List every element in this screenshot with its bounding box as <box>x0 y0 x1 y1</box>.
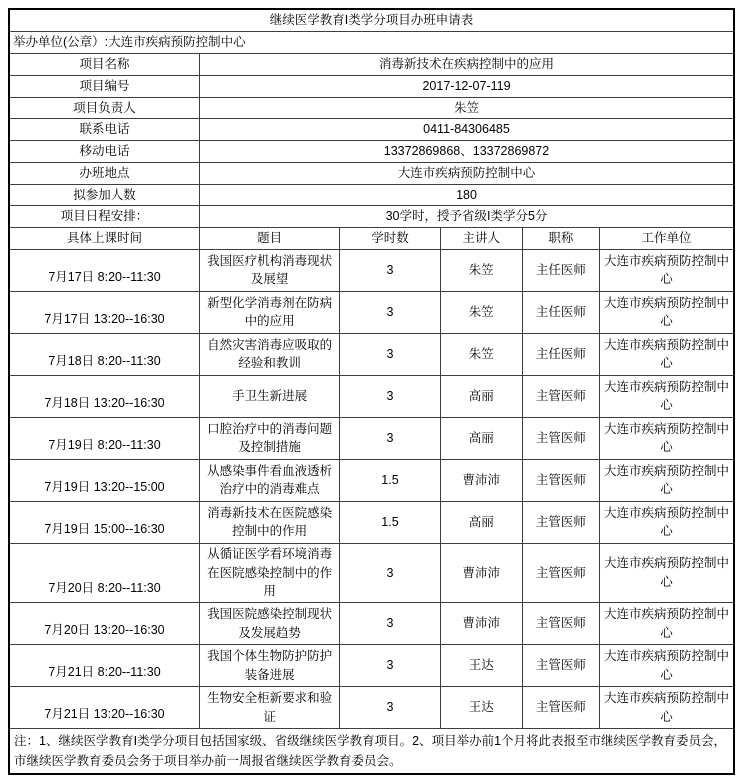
info-label-cell: 项目日程安排： <box>9 206 200 228</box>
schedule-speaker-cell: 朱笠 <box>440 333 522 375</box>
info-row <box>9 206 734 228</box>
schedule-header-row <box>9 228 734 250</box>
info-row <box>9 119 734 141</box>
schedule-speaker-cell: 朱笠 <box>440 291 522 333</box>
schedule-topic-cell: 手卫生新进展 <box>200 375 340 417</box>
schedule-rank-cell: 主任医师 <box>522 291 599 333</box>
schedule-time-cell: 7月21日 8:20--11:30 <box>9 645 200 687</box>
info-value-cell: 大连市疾病预防控制中心 <box>200 162 735 184</box>
schedule-rank-cell: 主管医师 <box>522 417 599 459</box>
schedule-time-cell: 7月20日 13:20--16:30 <box>9 603 200 645</box>
schedule-rank-cell: 主管医师 <box>522 459 599 501</box>
schedule-time-cell: 7月21日 13:20--16:30 <box>9 687 200 729</box>
schedule-topic-cell: 从循证医学看环境消毒在医院感染控制中的作用 <box>200 543 340 602</box>
info-row <box>9 97 734 119</box>
schedule-unit-cell: 大连市疾病预防控制中心 <box>600 249 734 291</box>
info-row <box>9 141 734 163</box>
info-value-cell: 消毒新技术在疾病控制中的应用 <box>200 54 735 76</box>
credit-project-application-table <box>8 8 735 775</box>
column-header-rank: 职称 <box>522 228 599 250</box>
schedule-hours-cell: 3 <box>340 333 440 375</box>
column-header-hours: 学时数 <box>340 228 440 250</box>
schedule-section <box>9 249 734 728</box>
form-note-section <box>9 729 734 775</box>
schedule-row <box>9 291 734 333</box>
schedule-row <box>9 543 734 602</box>
info-value-cell: 2017-12-07-119 <box>200 75 735 97</box>
schedule-time-cell: 7月19日 13:20--15:00 <box>9 459 200 501</box>
schedule-topic-cell: 口腔治疗中的消毒问题及控制措施 <box>200 417 340 459</box>
schedule-time-cell: 7月17日 8:20--11:30 <box>9 249 200 291</box>
schedule-unit-cell: 大连市疾病预防控制中心 <box>600 543 734 602</box>
organizer-cell: 举办单位(公章）:大连市疾病预防控制中心 <box>9 32 734 54</box>
column-header-topic: 题目 <box>200 228 340 250</box>
project-info-section <box>9 54 734 228</box>
schedule-speaker-cell: 王达 <box>440 645 522 687</box>
schedule-topic-cell: 自然灾害消毒应吸取的经验和教训 <box>200 333 340 375</box>
schedule-topic-cell: 我国医院感染控制现状及发展趋势 <box>200 603 340 645</box>
schedule-topic-cell: 从感染事件看血液透析治疗中的消毒难点 <box>200 459 340 501</box>
info-row <box>9 184 734 206</box>
schedule-speaker-cell: 王达 <box>440 687 522 729</box>
schedule-rank-cell: 主任医师 <box>522 249 599 291</box>
schedule-rank-cell: 主管医师 <box>522 543 599 602</box>
schedule-topic-cell: 消毒新技术在医院感染控制中的作用 <box>200 501 340 543</box>
schedule-speaker-cell: 朱笠 <box>440 249 522 291</box>
schedule-row <box>9 333 734 375</box>
info-label-cell: 办班地点 <box>9 162 200 184</box>
schedule-topic-cell: 新型化学消毒剂在防病中的应用 <box>200 291 340 333</box>
info-label-cell: 项目负责人 <box>9 97 200 119</box>
schedule-rank-cell: 主管医师 <box>522 603 599 645</box>
schedule-unit-cell: 大连市疾病预防控制中心 <box>600 603 734 645</box>
schedule-row <box>9 459 734 501</box>
schedule-unit-cell: 大连市疾病预防控制中心 <box>600 375 734 417</box>
schedule-rank-cell: 主任医师 <box>522 333 599 375</box>
schedule-unit-cell: 大连市疾病预防控制中心 <box>600 333 734 375</box>
schedule-unit-cell: 大连市疾病预防控制中心 <box>600 459 734 501</box>
schedule-topic-cell: 生物安全柜新要求和验证 <box>200 687 340 729</box>
schedule-time-cell: 7月19日 8:20--11:30 <box>9 417 200 459</box>
schedule-hours-cell: 1.5 <box>340 459 440 501</box>
schedule-topic-cell: 我国医疗机构消毒现状及展望 <box>200 249 340 291</box>
schedule-hours-cell: 3 <box>340 687 440 729</box>
schedule-hours-cell: 3 <box>340 291 440 333</box>
schedule-speaker-cell: 曹沛沛 <box>440 543 522 602</box>
schedule-hours-cell: 3 <box>340 645 440 687</box>
schedule-unit-cell: 大连市疾病预防控制中心 <box>600 687 734 729</box>
schedule-speaker-cell: 曹沛沛 <box>440 459 522 501</box>
schedule-speaker-cell: 高丽 <box>440 375 522 417</box>
schedule-row <box>9 249 734 291</box>
schedule-topic-cell: 我国个体生物防护防护装备进展 <box>200 645 340 687</box>
form-top-section <box>9 9 734 54</box>
form-title-row <box>9 9 734 32</box>
info-value-cell: 朱笠 <box>200 97 735 119</box>
schedule-hours-cell: 3 <box>340 603 440 645</box>
schedule-row <box>9 375 734 417</box>
schedule-time-cell: 7月20日 8:20--11:30 <box>9 543 200 602</box>
schedule-header-section <box>9 228 734 250</box>
schedule-speaker-cell: 高丽 <box>440 417 522 459</box>
schedule-hours-cell: 3 <box>340 417 440 459</box>
info-label-cell: 拟参加人数 <box>9 184 200 206</box>
schedule-time-cell: 7月19日 15:00--16:30 <box>9 501 200 543</box>
schedule-rank-cell: 主管医师 <box>522 375 599 417</box>
organizer-row <box>9 32 734 54</box>
info-label-cell: 联系电话 <box>9 119 200 141</box>
info-label-cell: 项目名称 <box>9 54 200 76</box>
schedule-time-cell: 7月18日 8:20--11:30 <box>9 333 200 375</box>
schedule-row <box>9 417 734 459</box>
schedule-unit-cell: 大连市疾病预防控制中心 <box>600 645 734 687</box>
info-row <box>9 75 734 97</box>
schedule-hours-cell: 3 <box>340 375 440 417</box>
schedule-time-cell: 7月17日 13:20--16:30 <box>9 291 200 333</box>
info-value-cell: 0411-84306485 <box>200 119 735 141</box>
schedule-row <box>9 645 734 687</box>
schedule-hours-cell: 3 <box>340 249 440 291</box>
note-cell: 注：1、继续医学教育Ⅰ类学分项目包括国家级、省级继续医学教育项目。2、项目举办前1个月将此表报至市继续医学教育委员会，市继续医学教育委员会务于项目举办前一周报省继续医学教育委员会。 <box>9 729 734 775</box>
schedule-speaker-cell: 曹沛沛 <box>440 603 522 645</box>
column-header-unit: 工作单位 <box>600 228 734 250</box>
schedule-speaker-cell: 高丽 <box>440 501 522 543</box>
schedule-rank-cell: 主管医师 <box>522 687 599 729</box>
note-row <box>9 729 734 775</box>
column-header-speaker: 主讲人 <box>440 228 522 250</box>
info-label-cell: 项目编号 <box>9 75 200 97</box>
schedule-row <box>9 603 734 645</box>
schedule-hours-cell: 3 <box>340 543 440 602</box>
schedule-row <box>9 687 734 729</box>
schedule-hours-cell: 1.5 <box>340 501 440 543</box>
form-title: 继续医学教育I类学分项目办班申请表 <box>9 9 734 32</box>
info-value-cell: 180 <box>200 184 735 206</box>
info-label-cell: 移动电话 <box>9 141 200 163</box>
info-value-cell: 30学时，授予省级I类学分5分 <box>200 206 735 228</box>
schedule-rank-cell: 主管医师 <box>522 645 599 687</box>
schedule-unit-cell: 大连市疾病预防控制中心 <box>600 501 734 543</box>
schedule-unit-cell: 大连市疾病预防控制中心 <box>600 417 734 459</box>
info-row <box>9 54 734 76</box>
column-header-time: 具体上课时间 <box>9 228 200 250</box>
info-row <box>9 162 734 184</box>
schedule-unit-cell: 大连市疾病预防控制中心 <box>600 291 734 333</box>
info-value-cell: 13372869868、13372869872 <box>200 141 735 163</box>
schedule-row <box>9 501 734 543</box>
schedule-rank-cell: 主管医师 <box>522 501 599 543</box>
schedule-time-cell: 7月18日 13:20--16:30 <box>9 375 200 417</box>
